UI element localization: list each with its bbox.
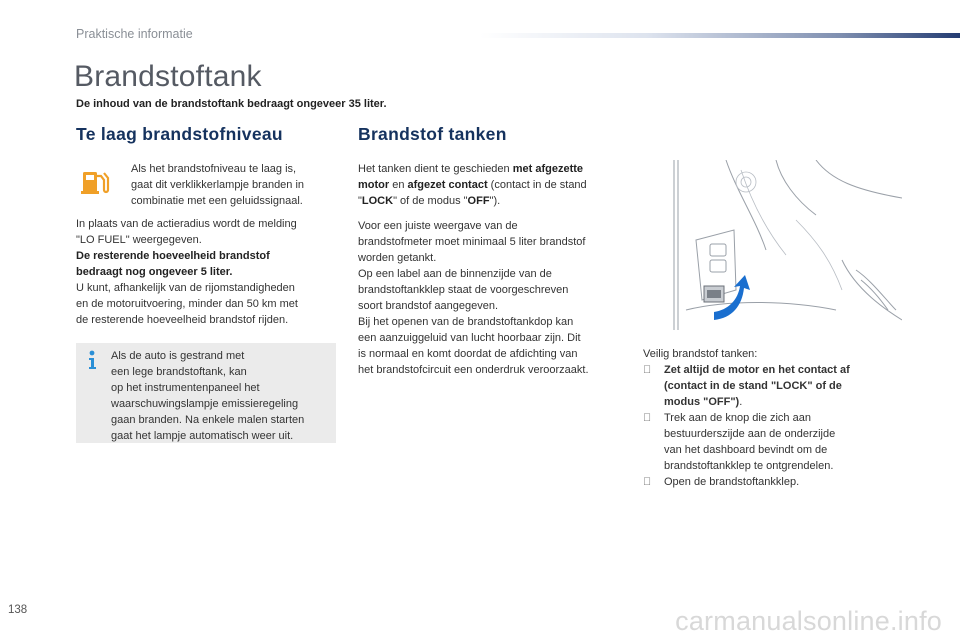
intro-text: De inhoud van de brandstoftank bedraagt ongeveer 35 liter. xyxy=(76,98,387,110)
step-2: Trek aan de knop die zich aan bestuurderszijde aan de onderzijde van het dashboard bevindt om de brandstoftankklep te ontgrendelen. xyxy=(643,410,883,474)
middle-heading: Brandstof tanken xyxy=(358,124,507,144)
watermark: carmanualsonline.info xyxy=(675,606,942,636)
bullet-mark xyxy=(643,474,651,490)
step-3: Open de brandstoftankklep. xyxy=(643,474,883,490)
info-icon xyxy=(86,350,98,370)
fuel-warning-text: Als het brandstofniveau te laag is, gaat dit verklikkerlampje branden in combinatie met een geluidssignaal. xyxy=(131,163,305,207)
left-heading: Te laag brandstofniveau xyxy=(76,124,283,144)
middle-paragraph-2: Voor een juiste weergave van de brandstofmeter moet minimaal 5 liter brandstof worden getankt. Op een label aan de binnenzijde van de brandstoftankklep staat de voorgeschreven soort brandstof aangegeven. Bij het openen van de brandstoftankdop kan een aanzuiggeluid van lucht hoorbaar zijn. Dit is normaal en komt doordat de afdichting van het brandstofcircuit een onderdruk veroorzaakt. xyxy=(358,220,589,376)
section-label: Praktische informatie xyxy=(76,27,193,41)
page-number: 138 xyxy=(8,604,28,616)
left-body: In plaats van de actieradius wordt de melding "LO FUEL" weergegeven. De resterende hoeveelheid brandstof bedraagt nog ongeveer 5 liter. U kunt, afhankelijk van de rijomstandigheden en de motoruitvoering, minder dan 50 km met de resterende hoeveelheid brandstof rijden. xyxy=(76,218,298,326)
step-1: Zet altijd de motor en het contact af (contact in de stand "LOCK" of de modus "OFF"). xyxy=(643,362,883,410)
info-box-text: Als de auto is gestrand met een lege brandstoftank, kan op het instrumentenpaneel het waarschuwingslampje emissieregeling gaan branden. Na enkele malen starten gaat het lampje automatisch weer uit. xyxy=(111,350,305,442)
header-rule xyxy=(480,33,960,38)
fuel-flap-release-illustration xyxy=(666,160,902,330)
page-title: Brandstoftank xyxy=(74,60,262,93)
middle-paragraph-1: Het tanken dient te geschieden met afgezette motor en afgezet contact (contact in de stand "LOCK" of de modus "OFF"). xyxy=(358,163,587,207)
bullet-mark xyxy=(643,410,651,426)
fuel-warning-icon xyxy=(80,166,110,196)
refuel-steps xyxy=(643,346,883,490)
bullet-mark xyxy=(643,362,651,378)
steps-lead: Veilig brandstof tanken: xyxy=(643,348,758,360)
